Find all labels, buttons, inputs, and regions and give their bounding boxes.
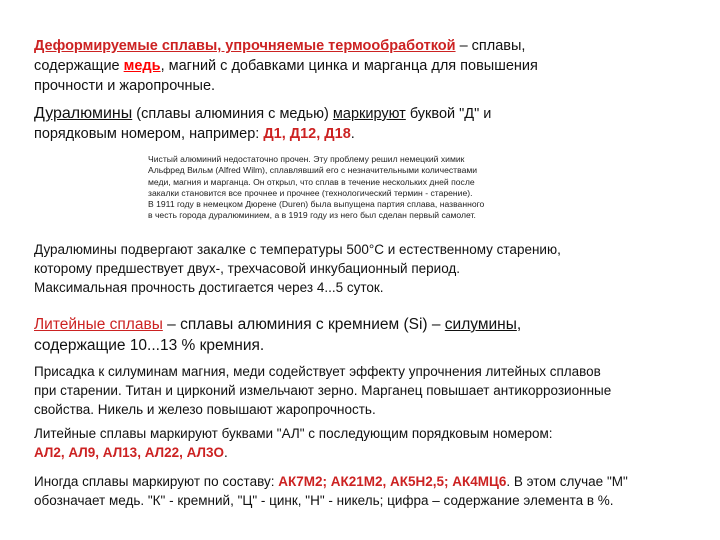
paragraph-wrought-alloys: Деформируемые сплавы, упрочняемые термообработкой – сплавы, содержащие медь, магний с добавками цинка и марганца для повышения прочности и жаропрочные. — [34, 38, 538, 94]
paragraph-additives: Присадка к силуминам магния, меди содействует эффекту упрочнения литейных сплавов при старении. Титан и цирконий измельчают зерно. Марганец повышает антикоррозионные свойства. Никель и железо повышают жаропрочность. — [34, 364, 612, 417]
al-examples: АЛ2, АЛ9, АЛ13, АЛ22, АЛ3О — [34, 445, 224, 460]
paragraph-cast-alloys: Литейные сплавы – сплавы алюминия с кремнием (Si) – силумины, содержащие 10...13 % кремния. — [34, 316, 522, 354]
paragraph-hardening: Дуралюмины подвергают закалке с температуры 500°С и естественному старению, которому предшествует двух-, трехчасовой инкубационный период. Максимальная прочность достигается через 4...5 суток. — [34, 242, 561, 295]
historical-note: Чистый алюминий недостаточно прочен. Эту проблему решил немецкий химик Альфред Вильм (Alfred Wilm), сплавлявший его с незначительными количествами меди, магния и марганца. Он открыл, что сплав в течение нескольких дней после закалки становится все прочнее и прочнее (технологический термин - старение). В 1911 году в немецком Дюрене (Duren) была выпущена партия сплава, названного в честь города дуралюминием, а в 1919 году из него был сделан первый самолет. — [148, 154, 485, 221]
term-silumin: силумины — [444, 316, 517, 333]
duralumin-examples: Д1, Д12, Д18 — [263, 126, 351, 142]
term-copper: медь — [123, 58, 161, 74]
term-duralumin: Дуралюмины — [34, 105, 133, 122]
term-mark: маркируют — [332, 106, 406, 122]
term-cast-alloys: Литейные сплавы — [34, 316, 163, 333]
paragraph-composition-marking: Иногда сплавы маркируют по составу: АК7М2; АК21М2, АК5Н2,5; АК4МЦ6. В этом случае "М" обозначает медь. "К" - кремний, "Ц" - цинк, "Н" - никель; цифра – содержание элемента в %. — [34, 474, 628, 508]
paragraph-al-marking: Литейные сплавы маркируют буквами "АЛ" с последующим порядковым номером: АЛ2, АЛ9, АЛ13, АЛ22, АЛ3О. — [34, 426, 553, 460]
term-wrought-alloys: Деформируемые сплавы, упрочняемые термообработкой — [34, 38, 456, 54]
composition-examples: АК7М2; АК21М2, АК5Н2,5; АК4МЦ6 — [278, 474, 507, 489]
paragraph-duralumin: Дуралюмины (сплавы алюминия с медью) маркируют буквой "Д" и порядковым номером, например: Д1, Д12, Д18. — [34, 105, 492, 142]
